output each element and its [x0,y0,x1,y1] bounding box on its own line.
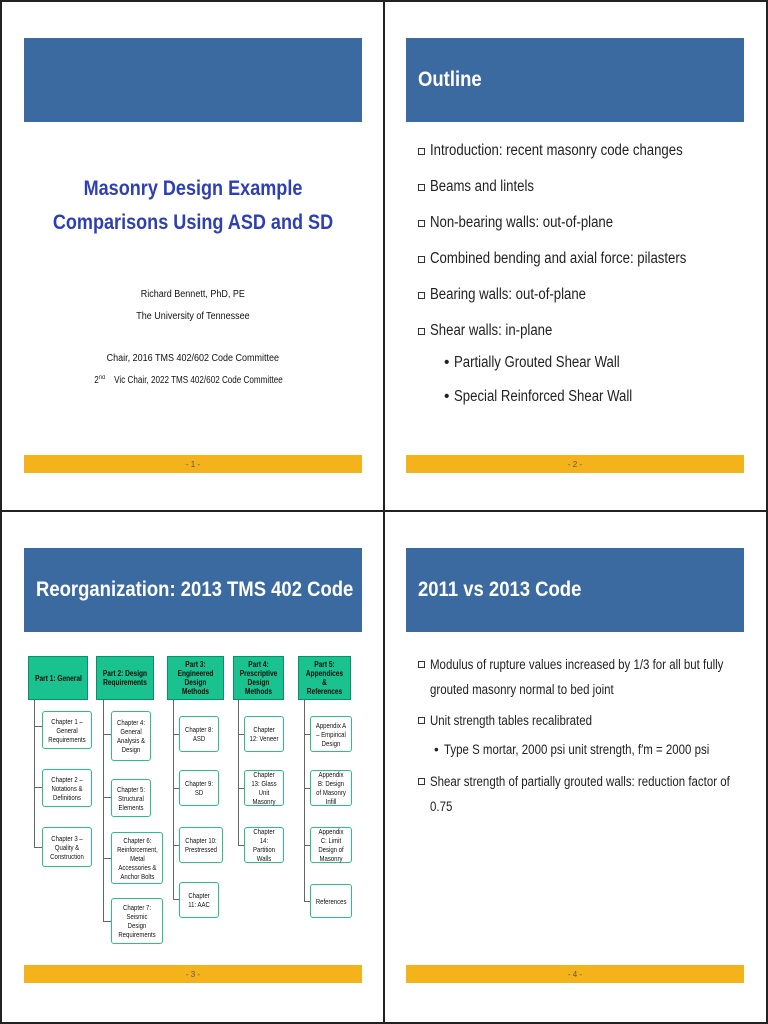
slide-3 [0,512,384,1024]
author-role-1: Chair, 2016 TMS 402/602 Code Committee [106,353,280,364]
sub-list-item: • Partially Grouted Shear Wall [444,354,620,371]
org-part-2: Part 2: Design Requirements [96,656,154,700]
title-line-2: Comparisons Using ASD and SD [52,211,334,234]
bullet-list [418,652,748,825]
square-bullet-icon [418,220,425,227]
square-bullet-icon [418,328,425,335]
org-chapter-box: Chapter 10: Prestressed [179,827,223,863]
list-item: Shear strength of partially grouted walls: reduction factor of 0.75 [418,769,748,819]
presentation-title [24,172,362,240]
org-chapter-box: Chapter 2 – Notations & Definitions [42,769,92,807]
slide-title: Outline [418,68,482,91]
org-chapter-box: Chapter 14: Partition Walls [244,827,284,863]
page-number: - 3 - [185,969,201,979]
org-chapter-box: Chapter 11: AAC [179,882,219,918]
page-number: - 1 - [185,459,201,469]
org-chapter-box: Chapter 13: Glass Unit Masonry [244,770,284,806]
org-chapter-box: Chapter 8: ASD [179,716,219,752]
org-part-1: Part 1: General [28,656,88,700]
org-part-3: Part 3: Engineered Design Methods [167,656,224,700]
list-item: Bearing walls: out-of-plane [418,284,748,306]
list-item: Beams and lintels [418,176,748,198]
square-bullet-icon [418,292,425,299]
author-affiliation: The University of Tennessee [136,311,250,322]
org-chapter-box: Chapter 6: Reinforcement, Metal Accessories & Anchor Bolts [111,832,163,884]
slide-1 [0,0,384,512]
org-chapter-box: Appendix C: Limit Design of Masonry [310,827,352,863]
org-chapter-box: References [310,884,352,918]
author-role-2: 2ndVic Chair, 2022 TMS 402/602 Code Committee [94,375,283,387]
slide-header [24,38,362,122]
square-bullet-icon [418,148,425,155]
square-bullet-icon [418,717,425,724]
org-chapter-box: Appendix B: Design of Masonry Infill [310,770,352,806]
list-item: Non-bearing walls: out-of-plane [418,212,748,234]
org-chapter-box: Chapter 1 – General Requirements [42,711,92,749]
square-bullet-icon [418,661,425,668]
bullet-list [418,140,748,420]
slide-header [406,38,744,122]
org-part-5: Part 5: Appendices & References [298,656,351,700]
slide-footer [24,965,362,983]
org-chapter-box: Appendix A – Empirical Design [310,716,352,752]
slide-title: Reorganization: 2013 TMS 402 Code [36,578,354,601]
author-name: Richard Bennett, PhD, PE [140,289,246,300]
org-chart [0,512,384,1024]
page-number: - 4 - [567,969,583,979]
slide-footer [406,455,744,473]
org-chapter-box: Chapter 4: General Analysis & Design [111,711,151,761]
square-bullet-icon [418,184,425,191]
list-item: Combined bending and axial force: pilasters [418,248,748,270]
square-bullet-icon [418,256,425,263]
slide-4 [384,512,768,1024]
list-item: Shear walls: in-plane [418,320,748,342]
slide-footer [406,965,744,983]
list-item: Modulus of rupture values increased by 1/3 for all but fully grouted masonry normal to bed joint [418,652,748,702]
org-chapter-box: Chapter 7: Seismic Design Requirements [111,898,163,944]
slide-header [406,548,744,632]
sub-list-item: • Type S mortar, 2000 psi unit strength, f′m = 2000 psi [434,742,710,757]
sub-list-item: • Special Reinforced Shear Wall [444,388,633,405]
org-chapter-box: Chapter 3 – Quality & Construction [42,827,92,867]
list-item: Introduction: recent masonry code changes [418,140,748,162]
slide-2 [384,0,768,512]
page-number: - 2 - [567,459,583,469]
org-chapter-box: Chapter 12: Veneer [244,716,284,752]
slide-footer [24,455,362,473]
title-line-1: Masonry Design Example [83,177,303,200]
org-chapter-box: Chapter 9: SD [179,770,219,806]
slide-title: 2011 vs 2013 Code [418,578,582,601]
org-part-4: Part 4: Prescriptive Design Methods [233,656,284,700]
list-item: Unit strength tables recalibrated [418,708,748,733]
square-bullet-icon [418,778,425,785]
org-chapter-box: Chapter 5: Structural Elements [111,779,151,817]
